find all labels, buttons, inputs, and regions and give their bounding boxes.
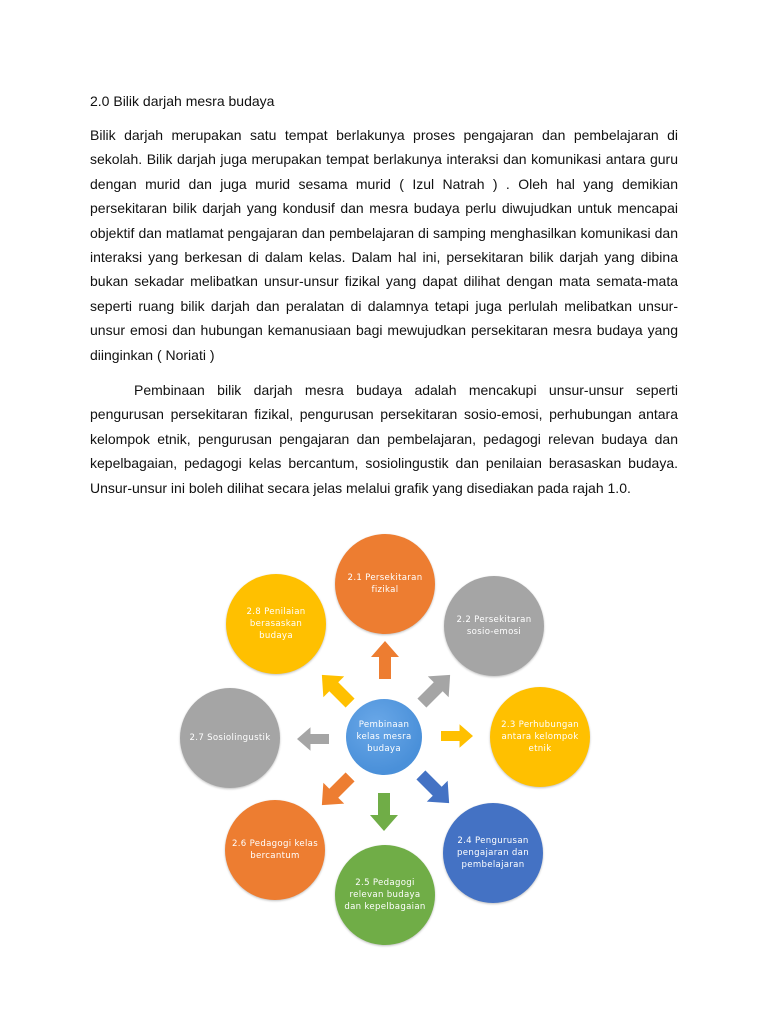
- paragraph-1: Bilik darjah merupakan satu tempat berlakunya proses pengajaran dan pembelajaran di sekolah. Bilik darjah juga merupakan tempat berlakunya interaksi dan komunikasi antara guru dengan murid dan juga murid sesama murid ( Izul Natrah ) . Oleh hal yang demikian persekitaran bilik darjah yang kondusif dan mesra budaya perlu diwujudkan untuk mencapai objektif dan matlamat pengajaran dan pembelajaran di samping menghasilkan komunikasi dan interaksi yang berkesan di dalam kelas. Dalam hal ini, persekitaran bilik darjah yang dibina bukan sekadar melibatkan unsur-unsur fizikal yang dapat dilihat dengan mata semata-mata seperti ruang bilik darjah dan peralatan di dalamnya tetapi juga perlulah melibatkan unsur-unsur emosi dan hubungan kemanusiaan bagi mewujudkan persekitaran mesra budaya yang diinginkan ( Noriati ): [90, 127, 678, 363]
- arrow-down-left-icon: [308, 763, 365, 820]
- center-node-label: Pembinaan kelas mesra budaya: [356, 720, 412, 754]
- arrow-up-icon: [370, 641, 400, 679]
- node-label: 2.2 Persekitaran sosio-emosi: [456, 615, 532, 637]
- arrow-shape: [371, 641, 399, 679]
- node-persekitaran-sosio-emosi: [444, 576, 544, 676]
- arrow-shape: [411, 664, 460, 713]
- node-pedagogi-kelas-bercantum: [225, 800, 325, 900]
- radial-diagram: [150, 525, 620, 955]
- node-pengurusan-pengajaran: [443, 803, 543, 903]
- arrow-shape: [297, 727, 329, 751]
- arrow-left-icon: [297, 719, 329, 759]
- arrow-up-right-icon: [408, 661, 465, 718]
- arrow-down-right-icon: [407, 761, 464, 818]
- paragraph-2: Pembinaan bilik darjah mesra budaya adalah mencakupi unsur-unsur seperti pengurusan persekitaran fizikal, pengurusan persekitaran sosio-emosi, perhubungan antara kelompok etnik, pengurusan pengajaran dan pembelajaran, pedagogi relevan budaya dan kepelbagaian, pedagogi kelas bercantum, sosiolingustik dan penilaian berasaskan budaya. Unsur-unsur ini boleh dilihat secara jelas melalui grafik yang disediakan pada rajah 1.0.: [90, 382, 678, 496]
- arrow-shape: [311, 664, 360, 713]
- node-sosiolingustik: [180, 688, 280, 788]
- node-label: 2.8 Penilaian berasaskan budaya: [246, 607, 306, 641]
- section-heading: 2.0 Bilik darjah mesra budaya: [90, 93, 275, 109]
- arrow-down-icon: [369, 793, 399, 831]
- node-label: 2.3 Perhubungan antara kelompok etnik: [501, 720, 579, 754]
- node-persekitaran-fizikal: [335, 534, 435, 634]
- arrow-shape: [311, 766, 360, 815]
- center-node: [346, 699, 422, 775]
- node-label: 2.7 Sosiolingustik: [189, 733, 271, 743]
- node-label: 2.1 Persekitaran fizikal: [347, 573, 423, 595]
- arrow-shape: [441, 724, 473, 748]
- node-label: 2.5 Pedagogi relevan budaya dan kepelbagaian: [344, 878, 426, 912]
- arrow-up-left-icon: [308, 661, 365, 718]
- arrow-shape: [370, 793, 398, 831]
- node-label: 2.6 Pedagogi kelas bercantum: [231, 839, 319, 861]
- arrow-shape: [410, 764, 459, 813]
- node-penilaian-berasaskan-budaya: [226, 574, 326, 674]
- arrow-right-icon: [441, 716, 473, 756]
- node-perhubungan-kelompok-etnik: [490, 687, 590, 787]
- node-label: 2.4 Pengurusan pengajaran dan pembelajaran: [457, 836, 529, 870]
- node-pedagogi-relevan-budaya: [335, 845, 435, 945]
